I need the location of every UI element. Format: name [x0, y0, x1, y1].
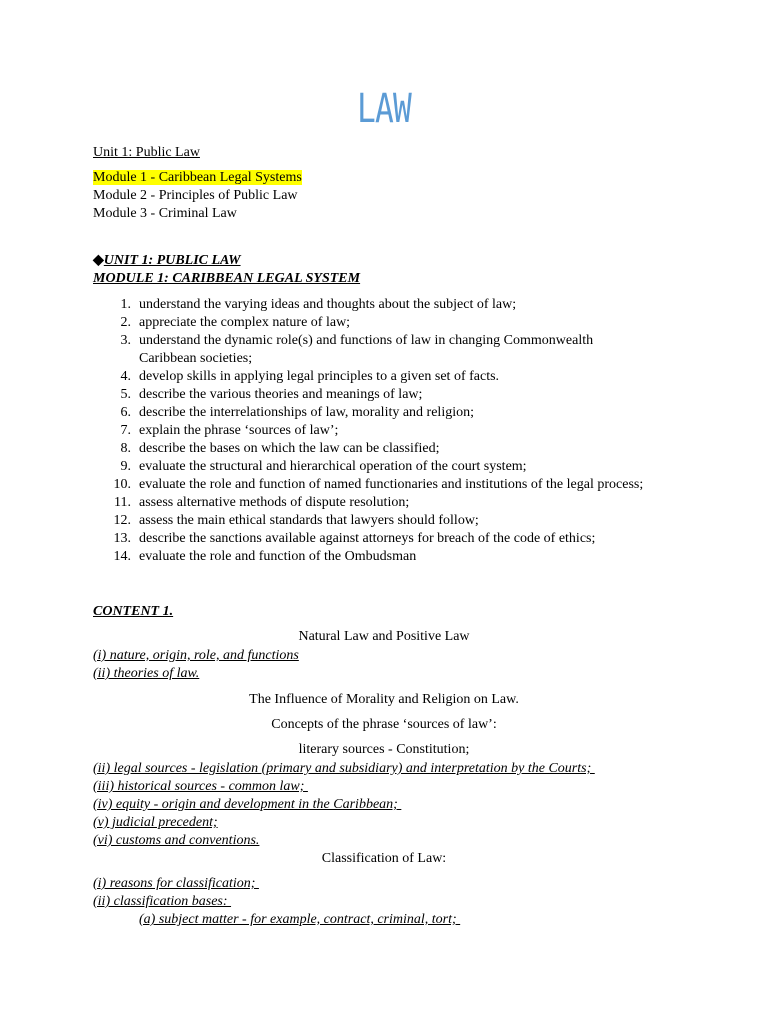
list-number: 7. — [120, 423, 131, 438]
highlighted-module: Module 1 - Caribbean Legal Systems — [93, 170, 302, 185]
section-headings — [93, 252, 360, 288]
natural-law-heading: Natural Law and Positive Law — [298, 629, 470, 644]
source-item: (iii) historical sources - common law; — [93, 779, 308, 794]
list-text: assess the main ethical standards that lawyers should follow; — [139, 513, 479, 528]
list-text: describe the sanctions available against attorneys for breach of the code of ethics; — [139, 531, 596, 546]
source-item: (v) judicial precedent; — [93, 815, 218, 830]
list-text: evaluate the role and function of named functionaries and institutions of the legal process; — [139, 477, 644, 492]
list-item — [93, 368, 653, 386]
source-item: (vi) customs and conventions. — [93, 833, 260, 848]
source-item: (iv) equity - origin and development in the Caribbean; — [93, 797, 402, 812]
list-item — [93, 458, 653, 476]
classification-item: (ii) classification bases: — [93, 894, 232, 909]
unit-heading: Unit 1: Public Law — [93, 145, 200, 160]
list-text: develop skills in applying legal principles to a given set of facts. — [139, 369, 500, 384]
nature-origin-line: (i) nature, origin, role, and functions — [93, 648, 299, 663]
classification-heading: Classification of Law: — [321, 851, 447, 866]
list-text: assess alternative methods of dispute resolution; — [139, 495, 410, 510]
list-text: evaluate the structural and hierarchical operation of the court system; — [139, 459, 527, 474]
list-number: 2. — [120, 315, 131, 330]
document-title: LAW — [356, 86, 412, 132]
list-number: 12. — [113, 513, 131, 528]
unit-bold-heading — [93, 252, 360, 270]
content-heading: CONTENT 1. — [93, 604, 174, 619]
list-number: 13. — [113, 531, 131, 546]
influence-heading: The Influence of Morality and Religion on Law. — [249, 692, 519, 707]
module-item: Module 3 - Criminal Law — [93, 206, 237, 221]
list-number: 3. — [120, 333, 131, 348]
list-item — [93, 476, 653, 494]
list-item — [93, 530, 653, 548]
list-text: describe the bases on which the law can be classified; — [139, 441, 440, 456]
objectives-list — [93, 296, 653, 566]
list-text: describe the interrelationships of law, morality and religion; — [139, 405, 474, 420]
literary-sources-line: literary sources - Constitution; — [298, 742, 470, 757]
list-item — [93, 422, 653, 440]
list-text: evaluate the role and function of the Ombudsman — [139, 549, 417, 564]
module-item — [93, 169, 302, 187]
list-number: 9. — [120, 459, 131, 474]
list-number: 5. — [120, 387, 131, 402]
classification-item: (i) reasons for classification; — [93, 876, 259, 891]
unit-bold-text: UNIT 1: PUBLIC LAW — [103, 253, 241, 268]
list-item — [93, 440, 653, 458]
list-item — [93, 314, 653, 332]
list-number: 1. — [120, 297, 131, 312]
theories-line: (ii) theories of law. — [93, 666, 200, 681]
list-item — [93, 494, 653, 512]
diamond-bullet-icon: ◆ — [93, 253, 104, 268]
module-bold-heading: MODULE 1: CARIBBEAN LEGAL SYSTEM — [93, 271, 361, 286]
list-item — [93, 332, 653, 368]
list-item — [93, 548, 653, 566]
source-item: (ii) legal sources - legislation (primary and subsidiary) and interpretation by the Courts; — [93, 761, 595, 776]
concepts-heading: Concepts of the phrase ‘sources of law’: — [271, 717, 497, 732]
list-number: 11. — [114, 495, 131, 510]
list-text: explain the phrase ‘sources of law’; — [139, 423, 339, 438]
list-number: 4. — [120, 369, 131, 384]
subject-matter-line: (a) subject matter - for example, contract, criminal, tort; — [139, 912, 461, 927]
list-number: 8. — [120, 441, 131, 456]
module-item: Module 2 - Principles of Public Law — [93, 188, 298, 203]
list-text: appreciate the complex nature of law; — [139, 315, 351, 330]
list-number: 6. — [120, 405, 131, 420]
list-item — [93, 512, 653, 530]
list-item — [93, 386, 653, 404]
list-item — [93, 296, 653, 314]
module-list — [93, 169, 302, 223]
list-number: 10. — [113, 477, 131, 492]
list-text: understand the varying ideas and thoughts about the subject of law; — [139, 297, 517, 312]
list-item — [93, 404, 653, 422]
list-number: 14. — [113, 549, 131, 564]
list-text: understand the dynamic role(s) and functions of law in changing Commonwealth Caribbean societies; — [139, 333, 594, 366]
list-text: describe the various theories and meanings of law; — [139, 387, 423, 402]
